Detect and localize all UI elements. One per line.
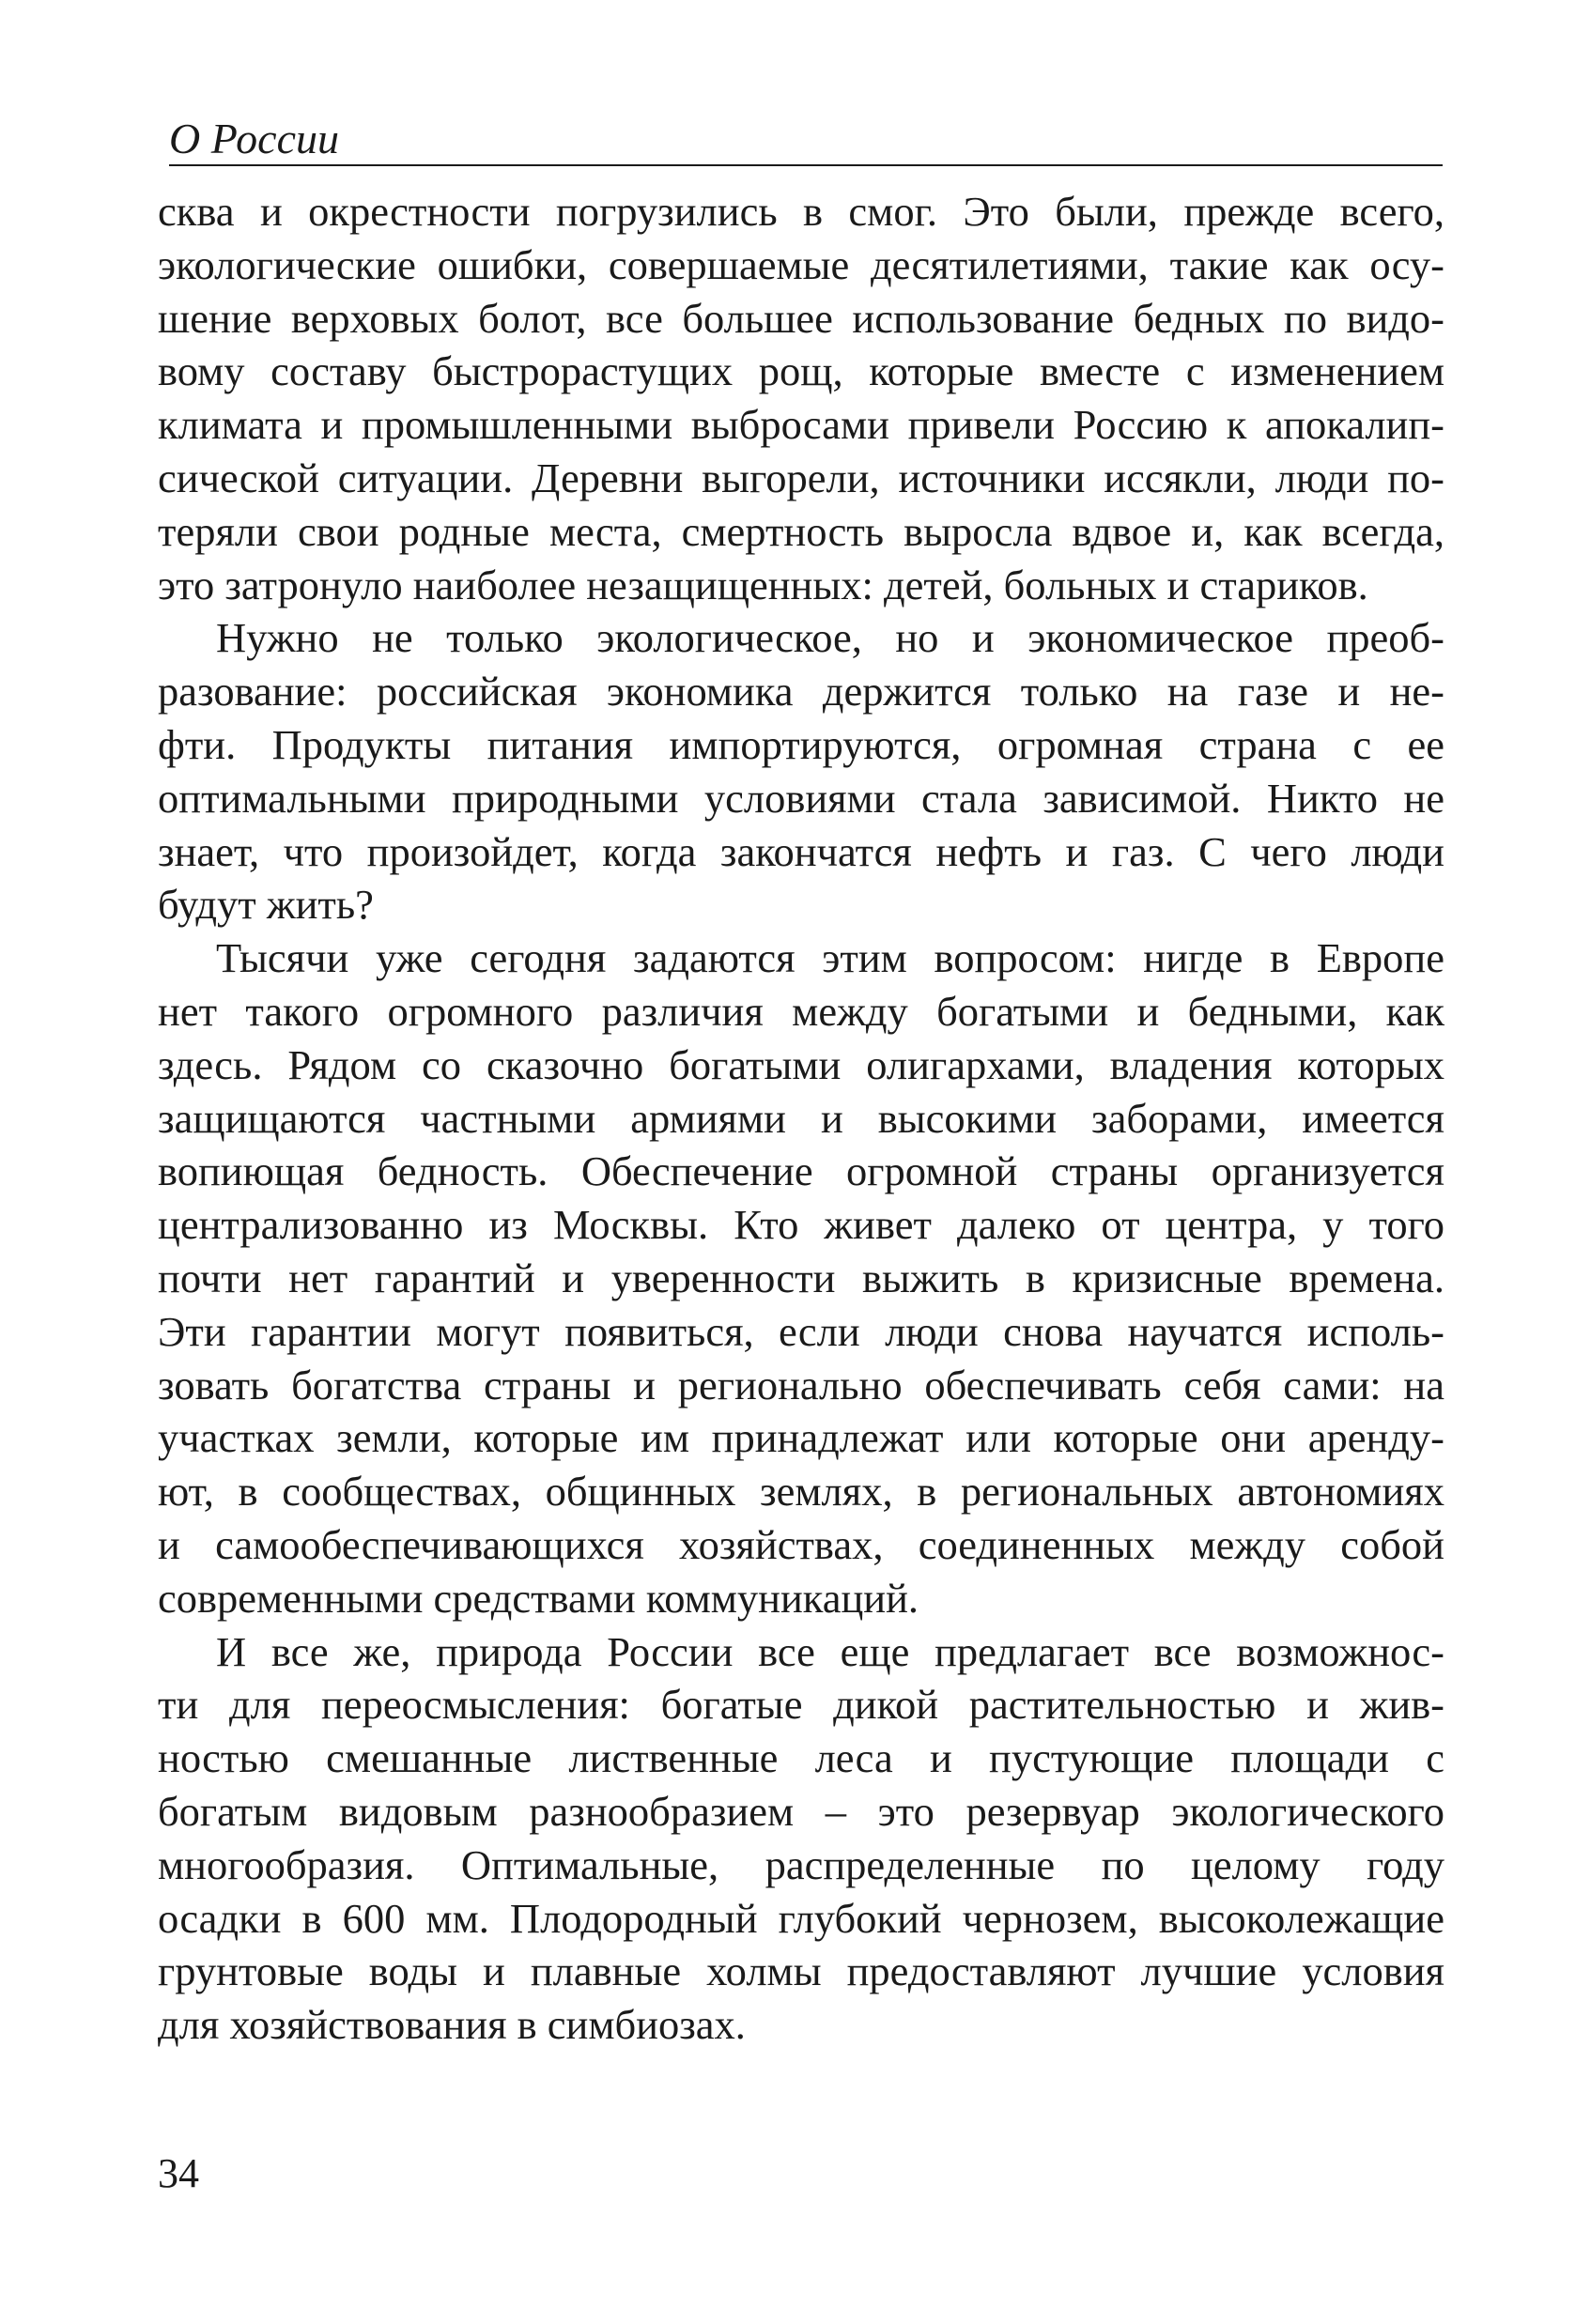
paragraph-4 bbox=[158, 1625, 1444, 2052]
text-line: ют, в сообществах, общинных землях, в региональных автономиях bbox=[158, 1468, 1444, 1516]
text-line: сической ситуации. Деревни выгорели, источники иссякли, люди по- bbox=[158, 454, 1444, 501]
text-line: это затронуло наиболее незащищенных: детей, больных и стариков. bbox=[158, 561, 1368, 608]
text-line: многообразия. Оптимальные, распределенные по целому году bbox=[158, 1840, 1444, 1888]
text-line: знает, что произойдет, когда закончатся нефть и газ. С чего люди bbox=[158, 827, 1444, 875]
header-rule bbox=[169, 164, 1443, 166]
text-line: защищаются частными армиями и высокими заборами, имеется bbox=[158, 1094, 1444, 1142]
text-line: для хозяйствования в симбиозах. bbox=[158, 2001, 746, 2049]
text-line: климата и промышленными выбросами привели Россию к апокалип- bbox=[158, 401, 1444, 449]
text-line: почти нет гарантий и уверенности выжить в кризисные времена. bbox=[158, 1254, 1444, 1301]
text-line: будут жить? bbox=[158, 881, 374, 929]
paragraph-3 bbox=[158, 931, 1444, 1624]
text-line: вому составу быстрорастущих рощ, которые вместе с изменением bbox=[158, 347, 1444, 395]
text-line: сква и окрестности погрузились в смог. Это были, прежде всего, bbox=[158, 188, 1444, 235]
text-line: зовать богатства страны и регионально обеспечивать себя сами: на bbox=[158, 1361, 1444, 1408]
text-line: ностью смешанные лиственные леса и пустующие площади с bbox=[158, 1734, 1444, 1782]
text-line: Нужно не только экологическое, но и экономическое преоб- bbox=[216, 614, 1444, 662]
text-line: И все же, природа России все еще предлагает все возможнос- bbox=[216, 1627, 1444, 1675]
text-line: фти. Продукты питания импортируются, огромная страна с ее bbox=[158, 720, 1444, 768]
running-header bbox=[169, 111, 1443, 167]
text-line: экологические ошибки, совершаемые десятилетиями, такие как осу- bbox=[158, 240, 1444, 288]
text-line: централизованно из Москвы. Кто живет далеко от центра, у того bbox=[158, 1201, 1444, 1249]
text-line: разование: российская экономика держится только на газе и не- bbox=[158, 668, 1444, 716]
text-line: теряли свои родные места, смертность выросла вдвое и, как всегда, bbox=[158, 507, 1444, 555]
text-line: нет такого огромного различия между богатыми и бедными, как bbox=[158, 987, 1444, 1035]
running-title: О России bbox=[169, 115, 339, 162]
text-line: богатым видовым разнообразием – это резервуар экологического bbox=[158, 1787, 1444, 1835]
text-line: оптимальными природными условиями стала зависимой. Никто не bbox=[158, 774, 1444, 822]
text-line: ти для переосмысления: богатые дикой растительностью и жив- bbox=[158, 1681, 1444, 1729]
body-text bbox=[158, 185, 1444, 2052]
text-line: Тысячи уже сегодня задаются этим вопросом: нигде в Европе bbox=[216, 934, 1444, 982]
text-line: осадки в 600 мм. Плодородный глубокий чернозем, высоколежащие bbox=[158, 1894, 1444, 1942]
text-line: и самообеспечивающихся хозяйствах, соединенных между собой bbox=[158, 1520, 1444, 1568]
text-line: Эти гарантии могут появиться, если люди снова научатся исполь- bbox=[158, 1307, 1444, 1355]
page-number: 34 bbox=[158, 2150, 199, 2196]
text-line: современными средствами коммуникаций. bbox=[158, 1574, 919, 1622]
paragraph-1 bbox=[158, 185, 1444, 611]
text-line: участках земли, которые им принадлежат или которые они аренду- bbox=[158, 1414, 1444, 1462]
paragraph-2 bbox=[158, 611, 1444, 931]
text-line: здесь. Рядом со сказочно богатыми олигархами, владения которых bbox=[158, 1040, 1444, 1088]
text-line: шение верховых болот, все большее использование бедных по видо- bbox=[158, 294, 1444, 342]
text-line: грунтовые воды и плавные холмы предоставляют лучшие условия bbox=[158, 1947, 1444, 1995]
text-line: вопиющая бедность. Обеспечение огромной страны организуется bbox=[158, 1147, 1444, 1195]
